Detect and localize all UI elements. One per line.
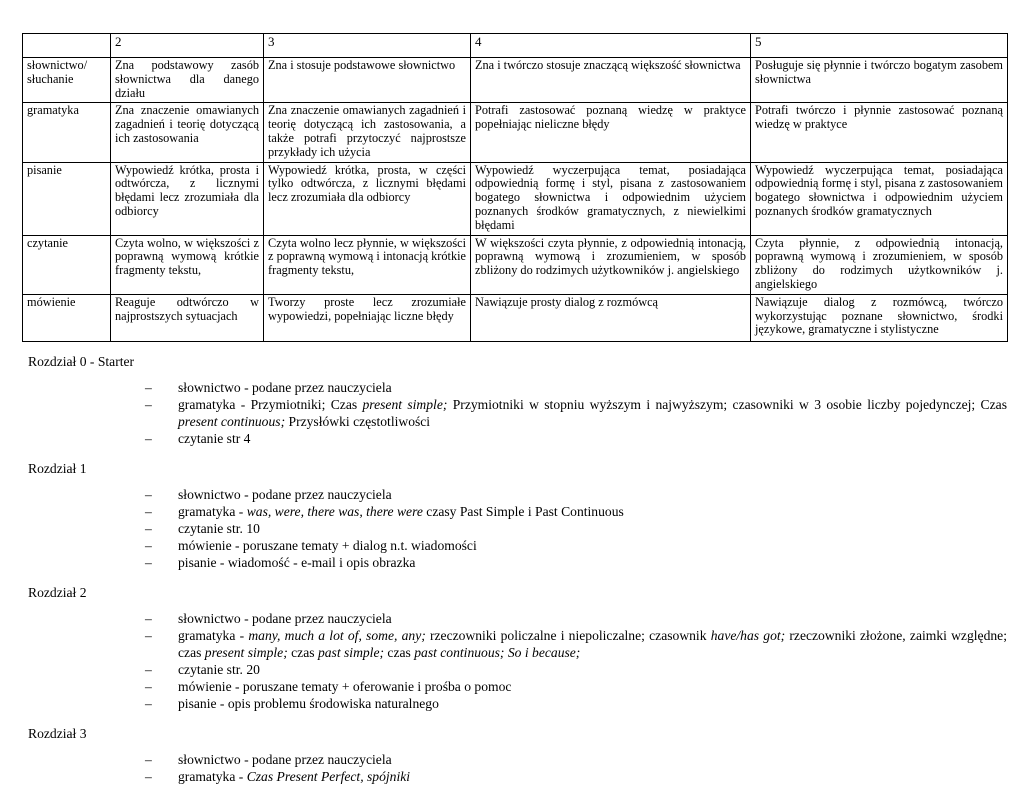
criteria-cell: Czyta wolno, w większości z poprawną wymową krótkie fragmenty tekstu, [111,235,264,294]
criteria-cell: Czyta płynnie, z odpowiednią intonacją, poprawną wymową i zrozumieniem, w sposób zbliżony do rodzimych użytkowników j. angielskiego [751,235,1008,294]
list-item [28,486,1007,503]
row-label: gramatyka [23,103,111,162]
section [28,460,1007,571]
table-header-row [23,34,1008,58]
section-items [28,610,1007,712]
list-item-text: mówienie - poruszane tematy + oferowanie i prośba o pomoc [178,678,512,694]
criteria-cell: Wypowiedź wyczerpująca temat, posiadająca odpowiednią formę i styl, pisana z zastosowaniem bogatego słownictwa i odpowiednim użyciem poznanych środków gramatycznych, z niewielkimi błędami [471,162,751,235]
list-item-text: słownictwo - podane przez nauczyciela [178,486,392,502]
list-item [28,520,1007,537]
col-header-2: 2 [111,34,264,58]
section [28,353,1007,447]
bullet-dash: – [145,554,152,570]
bullet-dash: – [145,627,152,643]
section-title: Rozdział 2 [28,584,87,600]
criteria-cell: Potrafi twórczo i płynnie zastosować poznaną wiedzę w praktyce [751,103,1008,162]
list-item-text: czytanie str 4 [178,430,251,446]
list-item [28,503,1007,520]
section-title: Rozdział 1 [28,460,87,476]
list-item-text: gramatyka - was, were, there was, there were czasy Past Simple i Past Continuous [178,503,624,519]
bullet-dash: – [145,520,152,536]
criteria-cell: Potrafi zastosować poznaną wiedzę w praktyce popełniając nieliczne błędy [471,103,751,162]
bullet-dash: – [145,486,152,502]
list-item-text: czytanie str. 10 [178,520,260,536]
list-item-text: gramatyka - many, much a lot of, some, any; rzeczowniki policzalne i niepoliczalne; czasownik have/has got; rzeczowniki złożone, zaimki względne; czas present simple; czas past simple; czas past continuous; So i because; [178,627,1007,660]
section-title: Rozdział 0 - Starter [28,353,135,369]
row-label: czytanie [23,235,111,294]
list-item-text: gramatyka - Czas Present Perfect, spójniki [178,768,411,784]
list-item-text: czytanie str. 20 [178,661,260,677]
col-header-label [23,34,111,58]
list-item [28,768,1007,785]
criteria-cell: Wypowiedź krótka, prosta, w części tylko odtwórcza, z licznymi błędami lecz zrozumiała dla odbiorcy [264,162,471,235]
list-item-text: słownictwo - podane przez nauczyciela [178,610,392,626]
list-item-text: pisanie - opis problemu środowiska naturalnego [178,695,439,711]
section-items [28,486,1007,571]
grading-criteria-table [22,33,1008,342]
list-item [28,379,1007,396]
list-item [28,678,1007,695]
list-item-text: pisanie - wiadomość - e-mail i opis obrazka [178,554,416,570]
criteria-cell: Czyta wolno lecz płynnie, w większości z poprawną wymową i intonacją krótkie fragmenty tekstu, [264,235,471,294]
list-item-text: słownictwo - podane przez nauczyciela [178,379,392,395]
document-page [0,33,1024,784]
bullet-dash: – [145,430,152,446]
criteria-cell: Reaguje odtwórczo w najprostszych sytuacjach [111,294,264,341]
col-header-5: 5 [751,34,1008,58]
list-item [28,537,1007,554]
criteria-cell: Zna i stosuje podstawowe słownictwo [264,58,471,103]
list-item [28,627,1007,661]
list-item-text: gramatyka - Przymiotniki; Czas present simple; Przymiotniki w stopniu wyższym i najwyższym; czasowniki w 3 osobie liczby pojedynczej; Czas present continuous; Przysłówki częstotliwości [178,396,1007,429]
row-label: słownictwo/ słuchanie [23,58,111,103]
table-row [23,235,1008,294]
list-item [28,751,1007,768]
criteria-cell: Zna znaczenie omawianych zagadnień i teorię dotyczącą ich zastosowania, a także potrafi przytoczyć najprostsze przykłady ich użycia [264,103,471,162]
row-label: mówienie [23,294,111,341]
bullet-dash: – [145,751,152,767]
table-row [23,58,1008,103]
bullet-dash: – [145,503,152,519]
bullet-dash: – [145,695,152,711]
bullet-dash: – [145,768,152,784]
table-row [23,103,1008,162]
list-item [28,661,1007,678]
table-body [23,58,1008,342]
section-items [28,379,1007,447]
bullet-dash: – [145,396,152,412]
criteria-cell: W większości czyta płynnie, z odpowiednią intonacją, poprawną wymową i zrozumieniem, w sposób zbliżony do rodzimych użytkowników j. angielskiego [471,235,751,294]
criteria-cell: Nawiązuje dialog z rozmówcą, twórczo wykorzystując poznane słownictwo, środki językowe, gramatyczne i stylistyczne [751,294,1008,341]
criteria-cell: Zna podstawowy zasób słownictwa dla danego działu [111,58,264,103]
criteria-cell: Zna znaczenie omawianych zagadnień i teorię dotyczącą ich zastosowania [111,103,264,162]
col-header-3: 3 [264,34,471,58]
section-title: Rozdział 3 [28,725,87,741]
criteria-cell: Wypowiedź wyczerpująca temat, posiadająca odpowiednią formę i styl, pisana z zastosowaniem bogatego słownictwa i odpowiednim użyciem poznanych środków gramatycznych [751,162,1008,235]
list-item-text: słownictwo - podane przez nauczyciela [178,751,392,767]
criteria-cell: Nawiązuje prosty dialog z rozmówcą [471,294,751,341]
criteria-cell: Posługuje się płynnie i twórczo bogatym zasobem słownictwa [751,58,1008,103]
table-row [23,162,1008,235]
bullet-dash: – [145,610,152,626]
bullet-dash: – [145,661,152,677]
section [28,725,1007,785]
list-item [28,610,1007,627]
row-label: pisanie [23,162,111,235]
criteria-cell: Zna i twórczo stosuje znaczącą większość słownictwa [471,58,751,103]
list-item-text: mówienie - poruszane tematy + dialog n.t. wiadomości [178,537,477,553]
sections [28,353,1007,785]
bullet-dash: – [145,678,152,694]
list-item [28,695,1007,712]
list-item [28,396,1007,430]
bullet-dash: – [145,537,152,553]
list-item [28,554,1007,571]
list-item [28,430,1007,447]
section [28,584,1007,712]
table-row [23,294,1008,341]
col-header-4: 4 [471,34,751,58]
criteria-cell: Tworzy proste lecz zrozumiałe wypowiedzi, popełniając liczne błędy [264,294,471,341]
bullet-dash: – [145,379,152,395]
criteria-cell: Wypowiedź krótka, prosta i odtwórcza, z licznymi błędami lecz zrozumiała dla odbiorcy [111,162,264,235]
section-items [28,751,1007,785]
